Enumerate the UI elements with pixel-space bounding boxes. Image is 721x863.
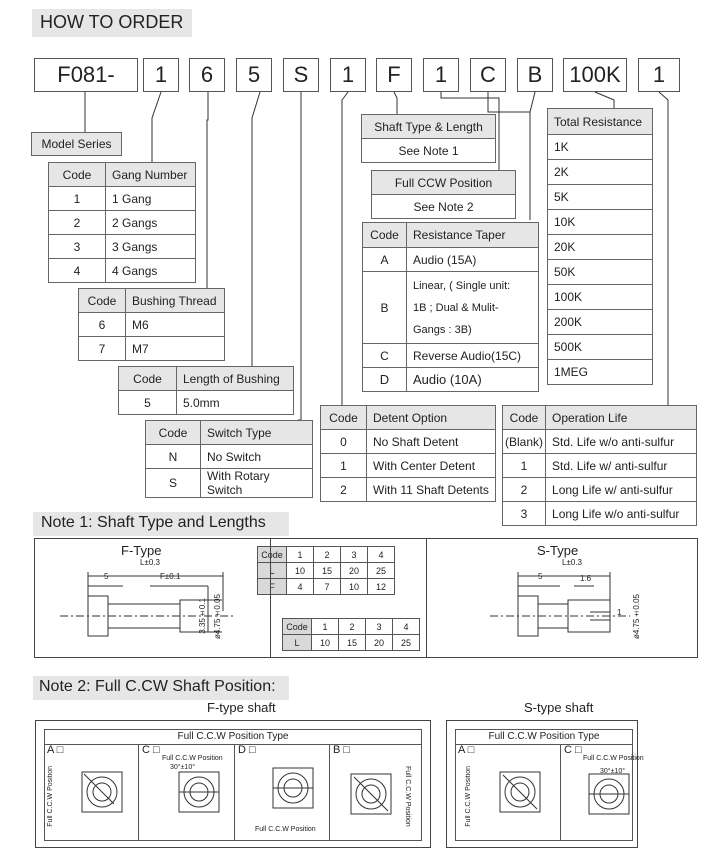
code-length: 5: [236, 58, 272, 92]
detent-table: [320, 405, 496, 502]
code-detent: 1: [330, 58, 366, 92]
table-header: Total Resistance: [548, 109, 653, 135]
table-row: 0 No Shaft Detent: [321, 430, 496, 454]
s-ccw-panel-title: Full C.C.W Position Type: [455, 729, 633, 745]
table-row: 1 With Center Detent: [321, 454, 496, 478]
note1-title: Note 1: Shaft Type and Lengths: [33, 512, 289, 536]
table-row: B Linear, ( Single unit: 1B ; Dual & Mulit- Gangs : 3B): [363, 272, 539, 344]
table-header: Code: [321, 406, 367, 430]
resistance-table: [547, 108, 653, 385]
table-row: 7 M7: [79, 337, 225, 361]
table-header: Code: [119, 367, 177, 391]
table-row: 4 4 Gangs: [49, 259, 196, 283]
table-header: Code: [79, 289, 126, 313]
f-ccw-text-c: Full C.C.W Position: [162, 755, 223, 762]
table-row: 1MEG: [548, 360, 653, 385]
table-header: Code: [49, 163, 106, 187]
code-switch: S: [283, 58, 319, 92]
bushing-table: [78, 288, 225, 361]
f-ccw-text-a: Full C.C.W Position: [47, 766, 54, 827]
table-header: Bushing Thread: [126, 289, 225, 313]
table-row: 2K: [548, 160, 653, 185]
s-type-table: Code 1 2 3 4 L 10 15 20 25: [282, 618, 420, 651]
table-header: Length of Bushing: [177, 367, 294, 391]
table-row: 3 Long Life w/o anti-sulfur: [503, 502, 697, 526]
s-dim-l: L±0.3: [562, 558, 582, 567]
label-b: B □: [333, 744, 351, 756]
page-title: HOW TO ORDER: [32, 9, 192, 37]
table-row: (Blank) Std. Life w/o anti-sulfur: [503, 430, 697, 454]
shaft-type-label: Shaft Type & Length: [361, 114, 496, 139]
table-row: A Audio (15A): [363, 248, 539, 272]
s-type-title: S-Type: [537, 543, 579, 558]
table-header: Code: [146, 421, 201, 445]
shaft-type-note: See Note 1: [361, 138, 496, 163]
taper-table: [362, 222, 539, 392]
table-row: 3 3 Gangs: [49, 235, 196, 259]
table-row: 2 With 11 Shaft Detents: [321, 478, 496, 502]
table-row: D Audio (10A): [363, 368, 539, 392]
table-row: S With Rotary Switch: [146, 469, 313, 498]
s-label-a: A □: [458, 744, 475, 756]
label-c: C □: [142, 744, 160, 756]
f-dim-d1: 3.35±0.1: [198, 598, 207, 634]
life-table: [502, 405, 697, 526]
table-row: 1K: [548, 135, 653, 160]
code-model: F081-: [34, 58, 138, 92]
table-row: 1 Std. Life w/ anti-sulfur: [503, 454, 697, 478]
f-dim-d2: ø4.75±0.05: [213, 594, 222, 640]
f-ccw-drawings: [44, 744, 420, 840]
s-dim-s16: 1.6: [580, 574, 592, 583]
code-bushing: 6: [189, 58, 225, 92]
s-ccw-text-a: Full C.C.W Position: [465, 766, 472, 827]
f-angle-c: 30°±10°: [170, 764, 196, 771]
table-row: 20K: [548, 235, 653, 260]
table-row: 6 M6: [79, 313, 225, 337]
table-row: 100K: [548, 285, 653, 310]
table-header: Detent Option: [367, 406, 496, 430]
gang-table: [48, 162, 196, 283]
length-table: [118, 366, 294, 415]
table-header: Code: [503, 406, 546, 430]
code-life: 1: [638, 58, 680, 92]
s-dim-s1: 1: [617, 608, 622, 617]
s-ccw-text-c: Full C.C.W Position: [583, 755, 644, 762]
f-ccw-text-b: Full C.C.W Position: [404, 766, 411, 827]
code-taper: C: [470, 58, 506, 92]
ccw-label: Full CCW Position: [371, 170, 516, 195]
table-header: Switch Type: [201, 421, 313, 445]
s-shaft-caption: S-type shaft: [524, 700, 594, 715]
label-d: D □: [238, 744, 256, 756]
table-row: 50K: [548, 260, 653, 285]
s-type-drawing: [460, 556, 640, 656]
s-dim-d2: ø4.75±0.05: [632, 594, 641, 640]
table-row: C Reverse Audio(15C): [363, 344, 539, 368]
f-dim-five: 5: [104, 572, 109, 581]
code-ccw: 1: [423, 58, 459, 92]
table-row: 5 5.0mm: [119, 391, 294, 415]
s-angle-c: 30°±10°: [600, 768, 626, 775]
s-label-c: C □: [564, 744, 582, 756]
model-series-label: Model Series: [31, 132, 122, 156]
f-type-title: F-Type: [121, 543, 162, 558]
code-resistance: 100K: [563, 58, 627, 92]
table-row: 2 Long Life w/ anti-sulfur: [503, 478, 697, 502]
table-row: 200K: [548, 310, 653, 335]
table-row: N No Switch: [146, 445, 313, 469]
s-dim-five: 5: [538, 572, 543, 581]
code-taper-b: B: [517, 58, 553, 92]
table-header: Code: [363, 223, 407, 248]
table-header: Operation Life: [546, 406, 697, 430]
f-type-table: Code 1 2 3 4 L 10 15 20 25 F 4 7 10 12: [257, 546, 395, 595]
table-row: 1 1 Gang: [49, 187, 196, 211]
table-row: 2 2 Gangs: [49, 211, 196, 235]
f-dim-f: F±0.1: [160, 572, 181, 581]
label-a: A □: [47, 744, 64, 756]
table-row: 10K: [548, 210, 653, 235]
table-header: Resistance Taper: [407, 223, 539, 248]
switch-table: [145, 420, 313, 498]
table-header: Gang Number: [106, 163, 196, 187]
f-ccw-text-d: Full C.C.W Position: [255, 826, 316, 833]
f-shaft-caption: F-type shaft: [207, 700, 276, 715]
table-row: 500K: [548, 335, 653, 360]
code-shaft: F: [376, 58, 412, 92]
note2-title: Note 2: Full C.CW Shaft Position:: [33, 676, 289, 700]
f-dim-l: L±0.3: [140, 558, 160, 567]
f-ccw-panel-title: Full C.C.W Position Type: [44, 729, 422, 745]
ccw-note: See Note 2: [371, 194, 516, 219]
table-row: 5K: [548, 185, 653, 210]
code-gang: 1: [143, 58, 179, 92]
